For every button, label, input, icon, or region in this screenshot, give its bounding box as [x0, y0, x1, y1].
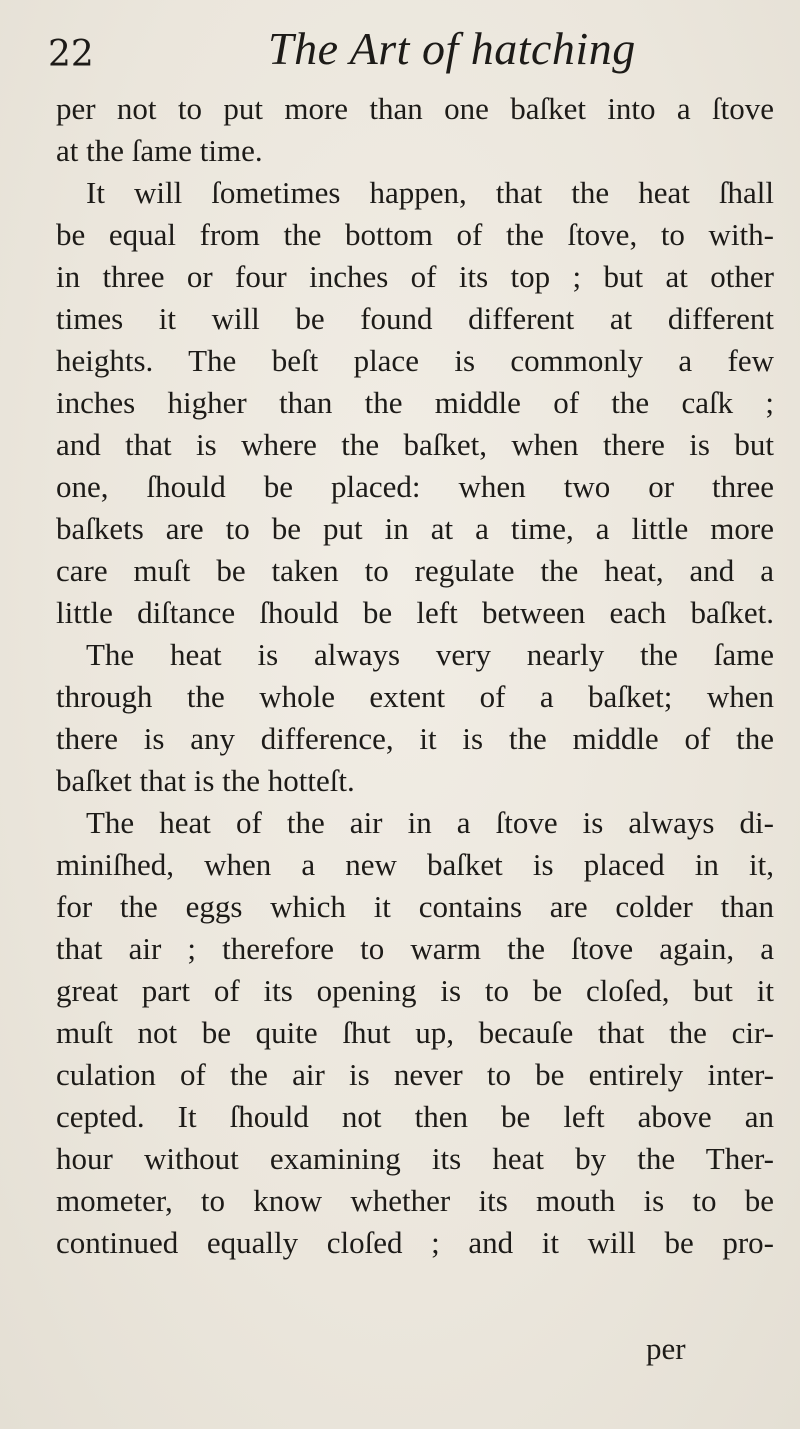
text-line: culation of the air is never to be entirely inter- [56, 1057, 774, 1092]
text-line: little diſtance ſhould be left between each baſket. [56, 595, 774, 630]
text-line: miniſhed, when a new baſket is placed in it, [56, 847, 774, 882]
page-header [48, 22, 768, 82]
text-line: care muſt be taken to regulate the heat, and a [56, 553, 774, 588]
text-line: there is any difference, it is the middle of the [56, 721, 774, 756]
text-line: hour without examining its heat by the Ther- [56, 1141, 774, 1176]
text-line: one, ſhould be placed: when two or three [56, 469, 774, 504]
text-line: It will ſometimes happen, that the heat ſhall [86, 175, 774, 210]
text-line: for the eggs which it contains are colder than [56, 889, 774, 924]
text-line: be equal from the bottom of the ſtove, to with- [56, 217, 774, 252]
page-number: 22 [48, 34, 94, 75]
text-line: and that is where the baſket, when there is but [56, 427, 774, 462]
text-line: through the whole extent of a baſket; when [56, 679, 774, 714]
text-line: The heat is always very nearly the ſame [86, 637, 774, 672]
text-line: baſkets are to be put in at a time, a little more [56, 511, 774, 546]
text-line: The heat of the air in a ſtove is always di- [86, 805, 774, 840]
text-line: mometer, to know whether its mouth is to be [56, 1183, 774, 1218]
text-line: continued equally cloſed ; and it will be pro- [56, 1225, 774, 1260]
text-line: cepted. It ſhould not then be left above an [56, 1099, 774, 1134]
text-line: baſket that is the hotteſt. [56, 763, 355, 798]
body-text [56, 88, 774, 1264]
text-line: heights. The beſt place is commonly a few [56, 343, 774, 378]
catchword: per [646, 1331, 686, 1366]
text-line: in three or four inches of its top ; but at other [56, 259, 774, 294]
text-line: at the ſame time. [56, 133, 263, 168]
text-line: muſt not be quite ſhut up, becauſe that the cir- [56, 1015, 774, 1050]
text-line: great part of its opening is to be cloſed, but it [56, 973, 774, 1008]
text-line: that air ; therefore to warm the ſtove again, a [56, 931, 774, 966]
text-line: per not to put more than one baſket into a ſtove [56, 91, 774, 126]
text-line: inches higher than the middle of the caſk ; [56, 385, 774, 420]
text-line: times it will be found different at different [56, 301, 774, 336]
running-title: The Art of hatching [268, 23, 636, 74]
